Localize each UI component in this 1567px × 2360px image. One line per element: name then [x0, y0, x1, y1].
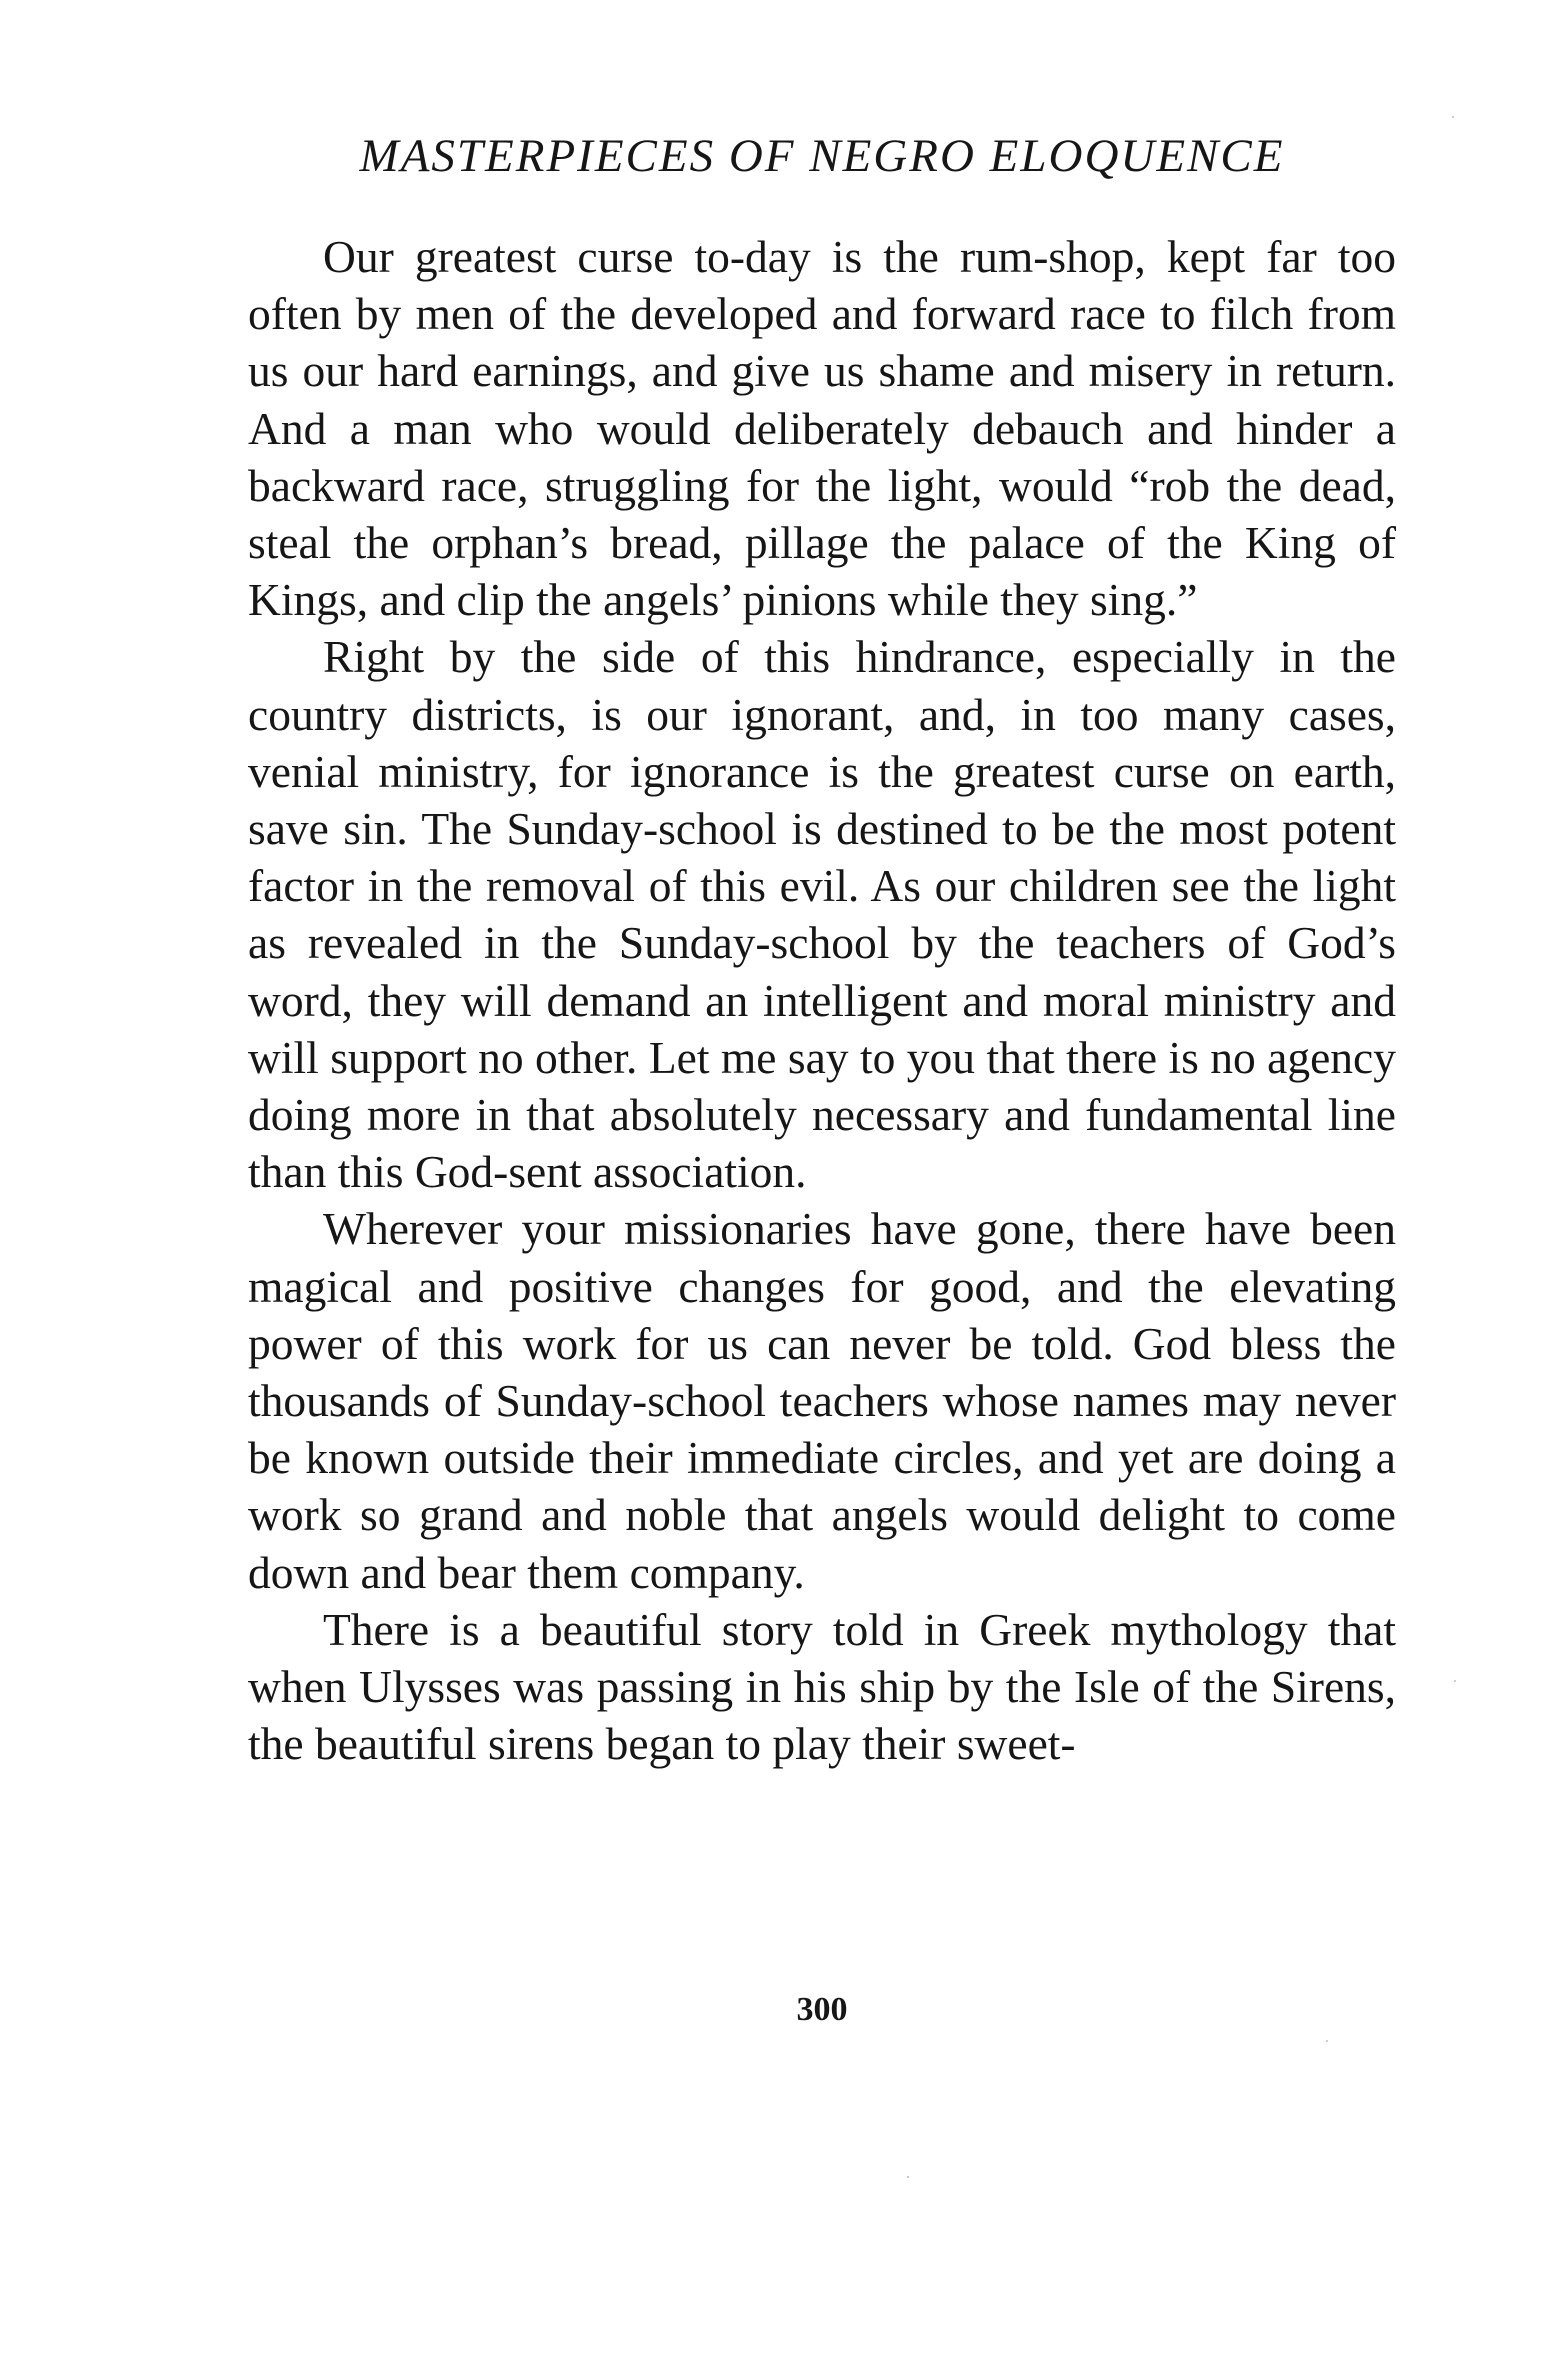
paragraph-ulysses: There is a beautiful story told in Greek mythology that when Ulysses was passing in his ship by the Isle of the Sirens, the beautiful sirens began to play their sweet-	[248, 1603, 1396, 1770]
scan-speck	[1326, 2040, 1328, 2042]
paragraph-missionaries: Wherever your missionaries have gone, there have been magical and positive changes for good, and the elevating power of this work for us can never be told. God bless the thousands of Sunday-school teachers whose names may never be known outside their immediate circles, and yet are doing a work so grand and noble that angels would delight to come down and bear them company.	[248, 1203, 1396, 1598]
running-title: MASTERPIECES OF NEGRO ELOQUENCE	[359, 130, 1285, 182]
paragraph-ignorant-ministry: Right by the side of this hindrance, especially in the country districts, is our ignorant, and, in too many cases, venial ministry, for ignorance is the greatest curse on earth, save sin. The Sunday-school is destined to be the most potent factor in the removal of this evil. As our children see the light as revealed in the Sunday-school by the teachers of God’s word, they will demand an intelligent and moral ministry and will support no other. Let me say to you that there is no agency doing more in that absolutely necessary and fundamental line than this God-sent association.	[248, 631, 1396, 1198]
book-page	[248, 128, 1396, 2028]
page-number: 300	[796, 1991, 848, 2028]
scan-speck	[907, 2176, 909, 2178]
scan-speck	[1454, 1680, 1456, 1682]
scan-speck	[1452, 116, 1454, 118]
paragraph-rum-shop: Our greatest curse to-day is the rum-shop, kept far too often by men of the developed and forward race to filch from us our hard earnings, and give us shame and misery in return. And a man who would deliberately debauch and hinder a backward race, struggling for the light, would “rob the dead, steal the orphan’s bread, pillage the palace of the King of Kings, and clip the angels’ pinions while they sing.”	[248, 231, 1396, 626]
